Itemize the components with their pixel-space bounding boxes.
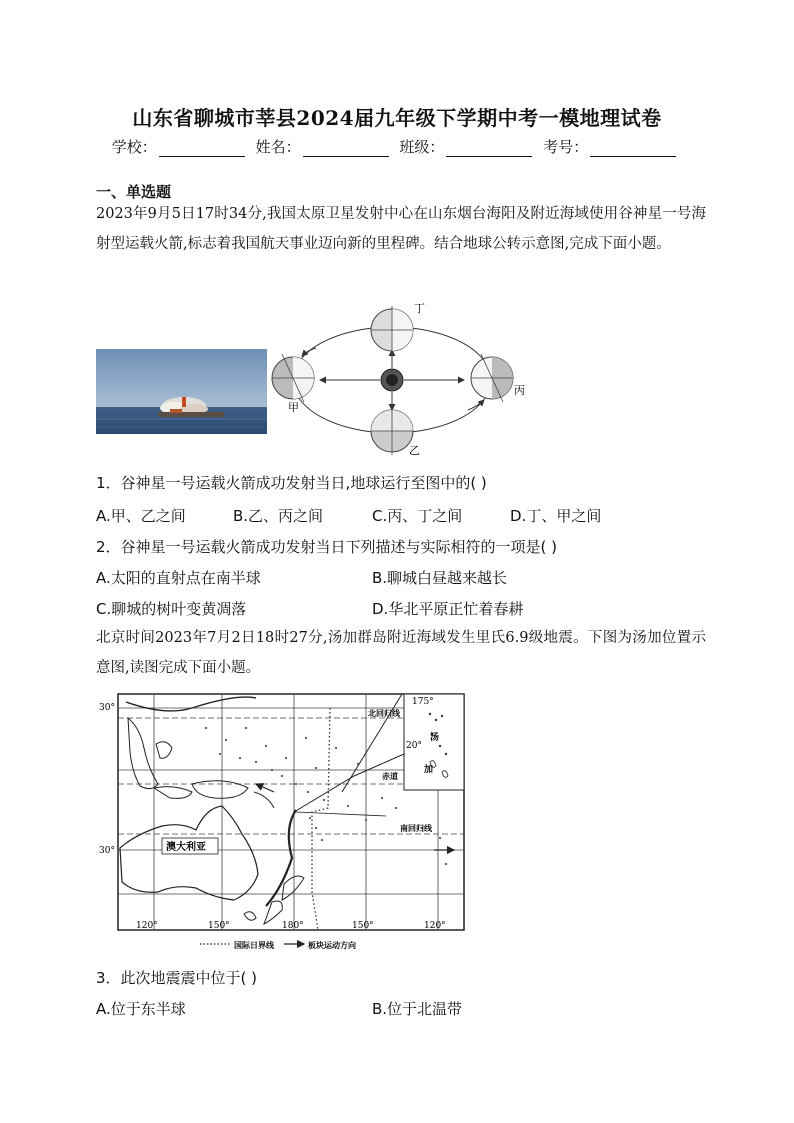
- lon-label-5: 120°: [424, 921, 446, 931]
- north-tropic-label: 北回归线: [368, 708, 400, 718]
- name-label: 姓名：: [255, 138, 301, 156]
- lon-label-2: 150°: [208, 921, 230, 931]
- number-label: 考号：: [543, 138, 589, 156]
- rocket-photo-image: [96, 349, 267, 434]
- earth-bing: [471, 354, 513, 402]
- q3-option-a[interactable]: A.位于东半球: [96, 1000, 186, 1018]
- school-label: 学校：: [111, 138, 157, 156]
- q2-option-a[interactable]: A.太阳的直射点在南半球: [96, 569, 261, 587]
- earth-jia: [272, 354, 314, 402]
- passage-2: 北京时间2023年7月2日18时27分,汤加群岛附近海域发生里氏6.9级地震。下图为汤加位置示意图,读图完成下面小题。: [96, 630, 706, 676]
- student-info-line: [0, 136, 794, 157]
- q2-option-b[interactable]: B.聊城白昼越来越长: [372, 569, 508, 587]
- lat-label-bottom: 30°: [99, 846, 115, 856]
- q2-option-c[interactable]: C.聊城的树叶变黄凋落: [96, 600, 247, 618]
- q1-option-d[interactable]: D.丁、甲之间: [510, 507, 602, 525]
- south-tropic-label: 南回归线: [400, 823, 432, 833]
- school-blank[interactable]: [159, 142, 245, 157]
- tonga-label-1: 汤: [430, 733, 440, 743]
- q3-option-b[interactable]: B.位于北温带: [372, 1000, 463, 1018]
- legend-arrow-label: 板块运动方向: [308, 940, 356, 950]
- q2-option-d[interactable]: D.华北平原正忙着春耕: [372, 600, 524, 618]
- class-blank[interactable]: [446, 142, 532, 157]
- number-blank[interactable]: [590, 142, 676, 157]
- label-bing: 丙: [514, 384, 525, 397]
- label-ding: 丁: [414, 302, 425, 315]
- equator-label: 赤道: [382, 771, 398, 781]
- question-1-stem: 1．谷神星一号运载火箭成功发射当日,地球运行至图中的( ): [96, 474, 487, 492]
- lon-label-4: 150°: [352, 921, 374, 931]
- section-heading: 一、单选题: [96, 183, 172, 201]
- tonga-location-map: [96, 688, 468, 956]
- lon-label-3: 180°: [282, 921, 304, 931]
- passage-1: 2023年9月5日17时34分,我国太原卫星发射中心在山东烟台海阳及附近海域使用谷神星一号海射型运载火箭,标志着我国航天事业迈向新的里程碑。结合地球公转示意图,完成下面小题。: [96, 206, 706, 252]
- q1-option-a[interactable]: A.甲、乙之间: [96, 507, 186, 525]
- label-jia: 甲: [288, 401, 299, 414]
- earth-ding: [371, 306, 413, 354]
- label-yi: 乙: [409, 444, 420, 456]
- legend-date-line-label: 国际日界线: [234, 940, 274, 950]
- tonga-label-2: 加: [424, 765, 434, 775]
- q1-option-b[interactable]: B.乙、丙之间: [233, 507, 324, 525]
- lat-20-label: 20°: [406, 741, 422, 751]
- question-3-stem: 3．此次地震震中位于( ): [96, 969, 258, 987]
- page-title: 山东省聊城市莘县2024届九年级下学期中考一模地理试卷: [132, 106, 662, 130]
- question-2-stem: 2．谷神星一号运载火箭成功发射当日下列描述与实际相符的一项是( ): [96, 538, 558, 556]
- q1-option-c[interactable]: C.丙、丁之间: [372, 507, 463, 525]
- earth-orbit-diagram: [268, 298, 530, 456]
- earth-yi: [371, 407, 413, 455]
- australia-label: 澳大利亚: [166, 842, 206, 853]
- rocket-launch-photo: [96, 349, 267, 434]
- orbit-direction-arrow: [302, 348, 316, 356]
- name-blank[interactable]: [303, 142, 389, 157]
- class-label: 班级：: [399, 138, 445, 156]
- lat-label-top: 30°: [99, 703, 115, 713]
- lon-175-label: 175°: [412, 697, 434, 707]
- lon-label-1: 120°: [136, 921, 158, 931]
